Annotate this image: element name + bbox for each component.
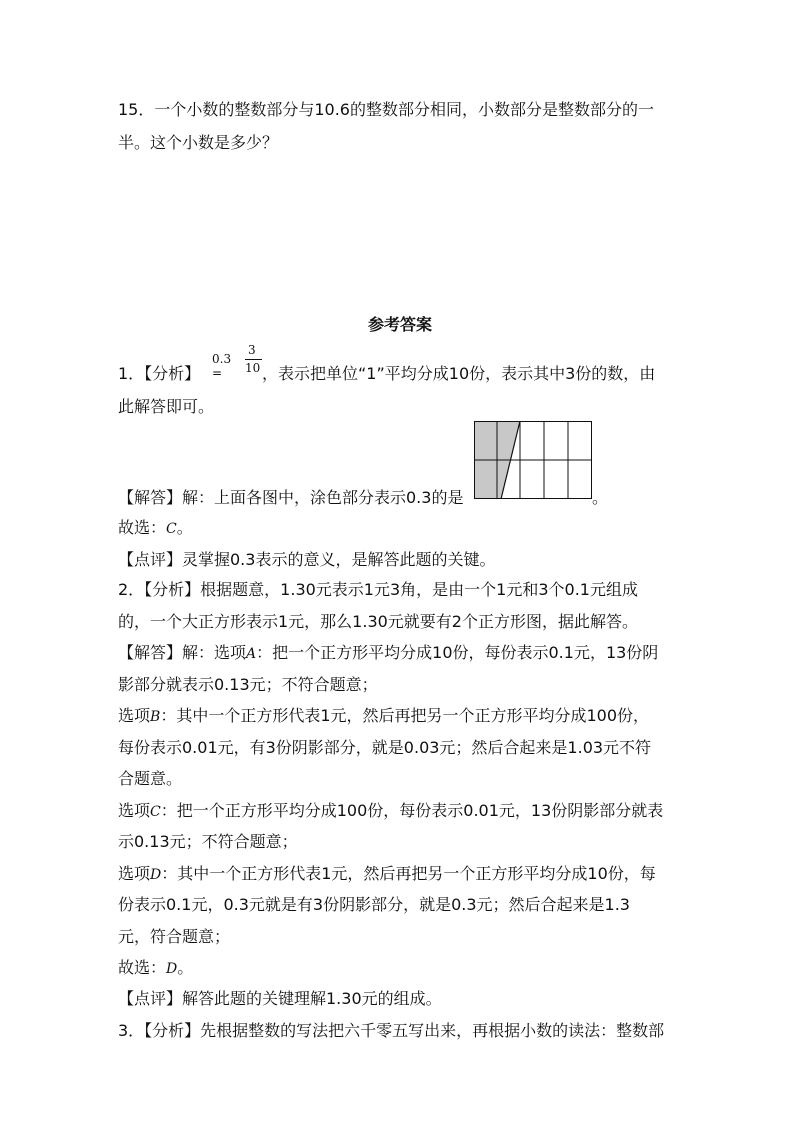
a2-option-c-text: ：把一个正方形平均分成100份，每份表示0.01元，13份阴影部分就表 (160, 801, 664, 820)
a2-option-a-letter: A (246, 646, 257, 662)
a3-analysis-line-1: 3．【分析】先根据整数的写法把六千零五写出来，再根据小数的读法：整数部 (118, 1021, 665, 1040)
fraction-denominator: 10 (245, 361, 261, 375)
a2-option-a-line-2: 影部分就表示0.13元；不符合题意； (118, 675, 378, 694)
a2-choice (118, 956, 193, 981)
a1-analysis-line-2: 此解答即可。 (118, 397, 215, 416)
a2-option-d-line-2: 份表示0.1元，0.3元就是有3份阴影部分，就是0.3元；然后合起来是1.3 (118, 895, 630, 914)
a1-analysis-rest: ，表示把单位“1”平均分成10份，表示其中3份的数，由 (262, 364, 656, 383)
a2-option-b-line-2: 每份表示0.01元，有3份阴影部分，就是0.03元；然后合起来是1.03元不符 (118, 738, 652, 757)
shaded-grid-figure (474, 421, 592, 499)
a2-option-c-line-2: 示0.13元；不符合题意； (118, 832, 298, 851)
a2-choice-letter: D (166, 961, 178, 977)
a2-option-a-prefix: 【解答】解：选项 (118, 643, 247, 662)
a2-option-b (118, 704, 649, 729)
a2-option-c-prefix: 选项 (118, 801, 151, 820)
grid-shaded-triangle-top (497, 421, 520, 460)
a2-option-c-letter: C (150, 804, 161, 820)
fraction-bar (245, 359, 262, 360)
a2-option-a-text: ：把一个正方形平均分成10份，每份表示0.1元，13份阴 (256, 643, 659, 662)
a1-solution: 【解答】解：上面各图中，涂色部分表示0.3的是 (118, 488, 464, 507)
fraction-lhs: 0.3 = (212, 352, 232, 380)
a2-option-b-text: ：其中一个正方形代表1元，然后再把另一个正方形平均分成100份， (160, 706, 650, 725)
q15-line-1: 15．一个小数的整数部分与10.6的整数部分相同，小数部分是整数部分的一 (118, 100, 654, 119)
grid-shaded-cell-top (474, 421, 497, 460)
a2-choice-end: 。 (177, 958, 194, 977)
a2-option-b-line-3: 合题意。 (118, 769, 183, 788)
a1-choice-end: 。 (176, 518, 193, 537)
a2-option-b-letter: B (150, 709, 161, 725)
a2-option-d-prefix: 选项 (118, 864, 151, 883)
a1-choice-letter: C (166, 521, 177, 537)
fraction-numerator: 3 (248, 343, 256, 357)
a2-option-c (118, 799, 663, 824)
a2-option-b-prefix: 选项 (118, 706, 151, 725)
grid-shaded-cell-bottom (474, 460, 497, 499)
a2-option-d (118, 862, 656, 887)
a1-comment: 【点评】灵掌握0.3表示的意义，是解答此题的关键。 (118, 550, 496, 569)
a2-analysis-line-1: 2．【分析】根据题意，1.30元表示1元3角，是由一个1元和3个0.1元组成 (118, 580, 638, 599)
a1-analysis-prefix: 1．【分析】 (118, 364, 201, 383)
a1-choice-prefix: 故选： (118, 518, 167, 537)
page-title: 参考答案 (367, 315, 432, 334)
a2-option-a (118, 641, 658, 666)
a1-solution-end: 。 (592, 488, 609, 507)
q15-line-2: 半。这个小数是多少？ (118, 133, 279, 152)
a1-choice (118, 516, 193, 541)
a2-comment: 【点评】解答此题的关键理解1.30元的组成。 (118, 989, 442, 1008)
a2-analysis-line-2: 的，一个大正方形表示1元，那么1.30元就要有2个正方形图，据此解答。 (118, 612, 638, 631)
a2-option-d-text: ：其中一个正方形代表1元，然后再把另一个正方形平均分成10份，每 (161, 864, 656, 883)
a2-choice-prefix: 故选： (118, 958, 167, 977)
a2-option-d-line-3: 元，符合题意； (118, 927, 231, 946)
a2-option-d-letter: D (150, 867, 162, 883)
